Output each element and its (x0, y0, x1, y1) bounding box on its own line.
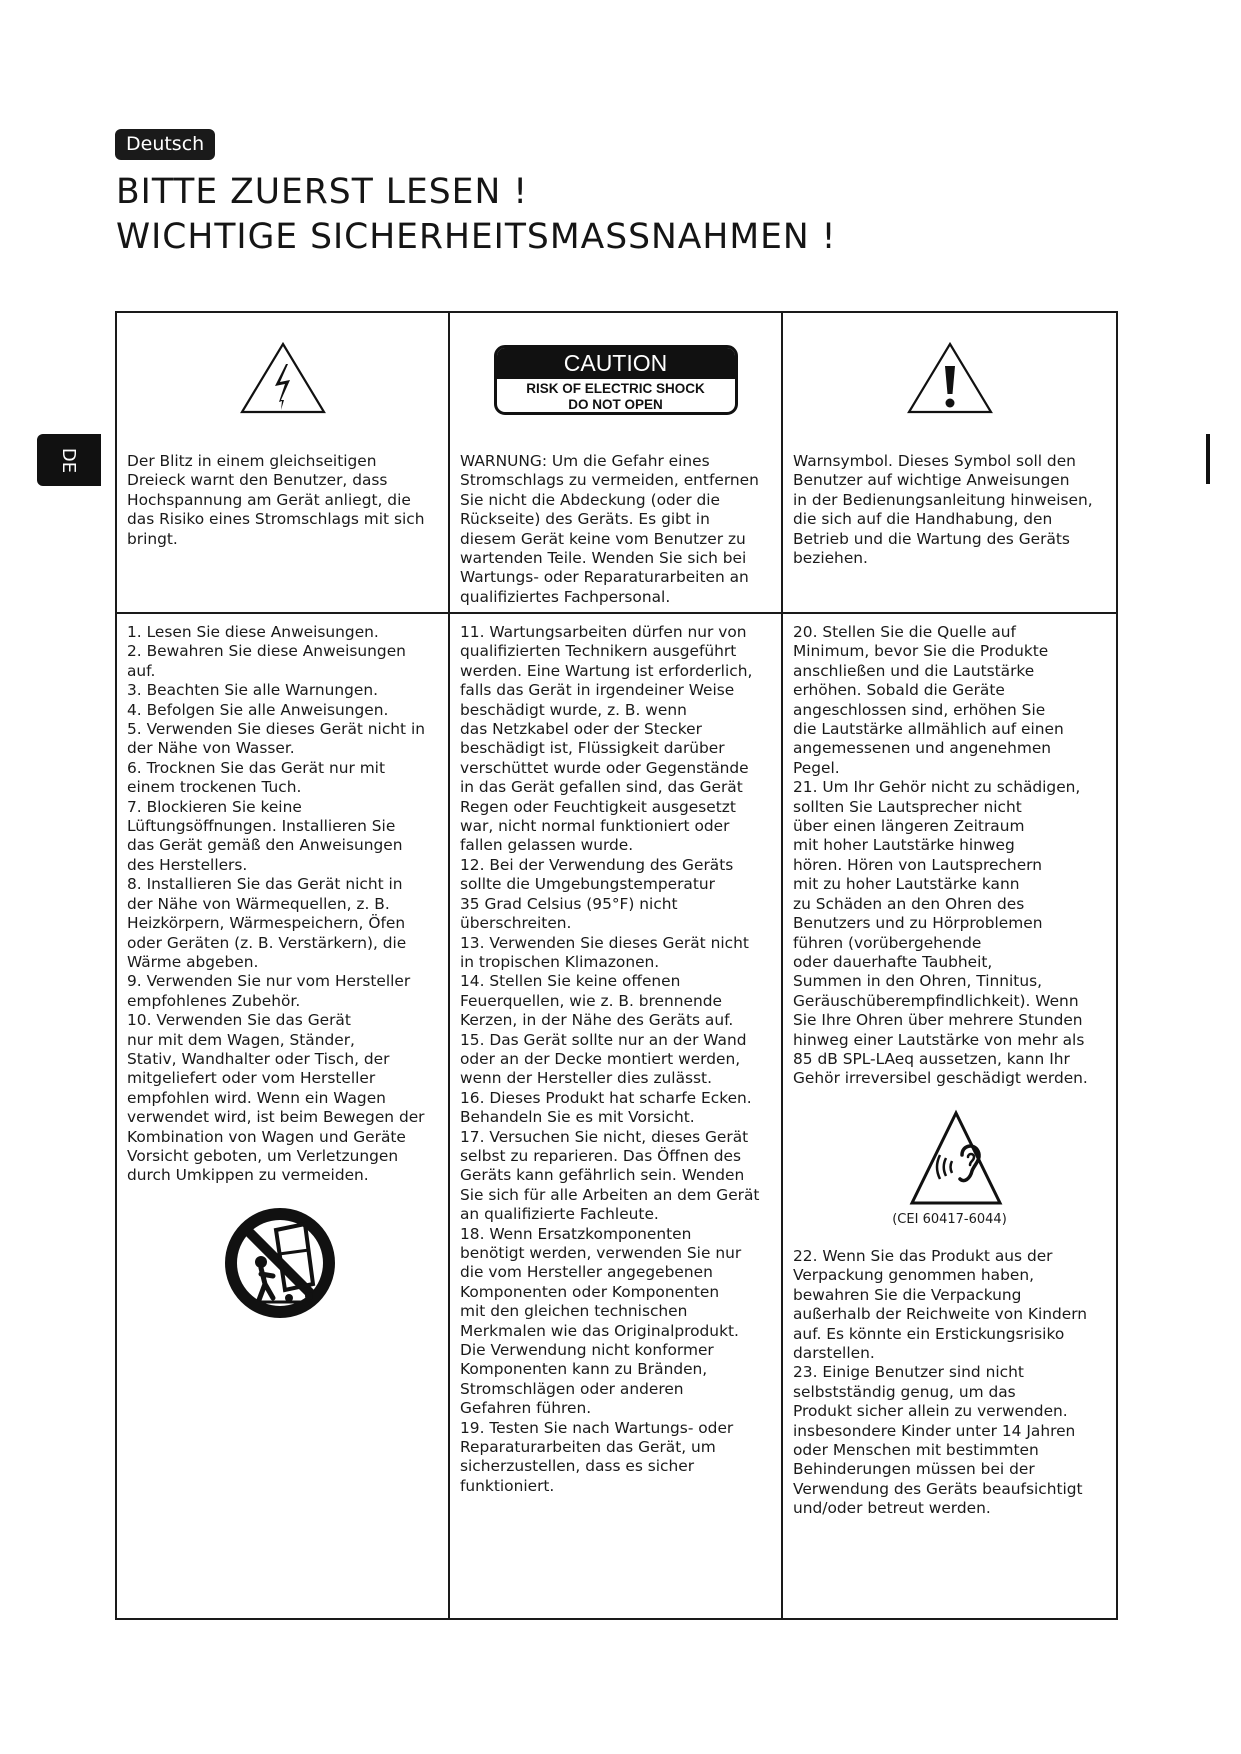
text-line: Pegel. (793, 758, 840, 777)
text-line: der Nähe von Wasser. (127, 739, 295, 758)
text-line: oder an der Decke montiert werden, (460, 1049, 741, 1068)
text-line: darstellen. (793, 1344, 875, 1363)
caution-label (494, 345, 738, 415)
text-line: Komponenten oder Komponenten (460, 1282, 720, 1301)
text-line: Wartungs- oder Reparaturarbeiten an (460, 568, 749, 587)
text-line: Geräts kann gefährlich sein. Wenden (460, 1166, 745, 1185)
text-line: 22. Wenn Sie das Produkt aus der (793, 1247, 1053, 1265)
caution-symbol-cell (450, 313, 783, 443)
text-line: 15. Das Gerät sollte nur an der Wand (460, 1030, 747, 1049)
text-line: Minimum, bevor Sie die Produkte (793, 642, 1049, 661)
text-line: Produkt sicher allein zu verwenden. (793, 1402, 1068, 1421)
text-line: Betrieb und die Wartung des Geräts (793, 529, 1070, 548)
text-line: des Herstellers. (127, 855, 248, 874)
text-line: fallen gelassen wurde. (460, 836, 634, 855)
text-line: anschließen und die Lautstärke (793, 661, 1035, 680)
text-line: 12. Bei der Verwendung des Geräts (460, 855, 734, 874)
text-line: angeschlossen sind, erhöhen Sie (793, 700, 1046, 719)
lightning-description (127, 452, 442, 549)
text-line: Lüftungsöffnungen. Installieren Sie (127, 817, 396, 836)
text-line: oder Menschen mit bestimmten (793, 1441, 1039, 1460)
text-line: die sich auf die Handhabung, den (793, 510, 1053, 529)
text-line: Kerzen, in der Nähe des Geräts auf. (460, 1011, 734, 1030)
text-line: mitgeliefert oder vom Hersteller (127, 1069, 376, 1088)
lightning-symbol-cell (117, 313, 450, 443)
text-line: Verwendung des Geräts beaufsichtigt (793, 1479, 1083, 1498)
instructions-20-21 (793, 623, 1110, 1089)
text-line: beschädigt wurde, z. B. wenn (460, 700, 687, 719)
text-line: Merkmalen wie das Originalprodukt. (460, 1321, 739, 1340)
text-line: 13. Verwenden Sie dieses Gerät nicht (460, 933, 749, 952)
text-line: Benutzer auf wichtige Anweisungen (793, 471, 1070, 490)
safety-table (115, 311, 1118, 1620)
hearing-damage-warning-icon (908, 1109, 1004, 1209)
instructions-22-23 (793, 1247, 1110, 1519)
text-line: beziehen. (793, 549, 868, 568)
text-line: sicherzustellen, dass es sicher (460, 1457, 695, 1476)
text-line: 3. Beachten Sie alle Warnungen. (127, 681, 379, 700)
text-line: qualifizierten Technikern ausgeführt (460, 642, 737, 661)
text-line: qualifiziertes Fachpersonal. (460, 587, 671, 606)
text-line: Gehör irreversibel geschädigt werden. (793, 1069, 1088, 1088)
caution-line-2: DO NOT OPEN (568, 397, 663, 412)
exclamation-description (793, 452, 1110, 568)
text-line: auf. (127, 661, 156, 680)
exclamation-symbol-cell (783, 313, 1116, 443)
exclamation-triangle-icon (905, 340, 995, 416)
exclamation-description-cell (783, 443, 1116, 614)
text-line: Die Verwendung nicht konformer (460, 1341, 714, 1360)
text-line: Verpackung genommen haben, (793, 1266, 1034, 1285)
text-line: war, nicht normal funktioniert oder (460, 817, 730, 836)
instructions-column-2 (450, 614, 783, 1618)
text-line: Summen in den Ohren, Tinnitus, (793, 972, 1042, 991)
text-line: Stromschlägen oder anderen (460, 1379, 684, 1398)
text-line: hören. Hören von Lautsprechern (793, 855, 1042, 874)
text-line: 1. Lesen Sie diese Anweisungen. (127, 623, 379, 641)
text-line: einem trockenen Tuch. (127, 778, 302, 797)
text-line: 10. Verwenden Sie das Gerät (127, 1011, 351, 1030)
text-line: Sie nicht die Abdeckung (oder die (460, 490, 720, 509)
text-line: wartenden Teile. Wenden Sie sich bei (460, 549, 747, 568)
language-side-tab (37, 434, 101, 486)
text-line: 7. Blockieren Sie keine (127, 797, 302, 816)
text-line: nur mit dem Wagen, Ständer, (127, 1030, 355, 1049)
text-line: Sie Ihre Ohren über mehrere Stunden (793, 1011, 1083, 1030)
caution-description-cell (450, 443, 783, 614)
text-line: Rückseite) des Geräts. Es gibt in (460, 510, 710, 529)
text-line: 19. Testen Sie nach Wartungs- oder (460, 1418, 734, 1437)
text-line: Warnsymbol. Dieses Symbol soll den (793, 452, 1076, 470)
text-line: WARNUNG: Um die Gefahr eines (460, 452, 710, 470)
text-line: 16. Dieses Produkt hat scharfe Ecken. (460, 1088, 752, 1107)
text-line: 35 Grad Celsius (95°F) nicht (460, 894, 678, 913)
text-line: Heizkörpern, Wärmespeichern, Öfen (127, 914, 406, 933)
text-line: erhöhen. Sobald die Geräte (793, 681, 1005, 700)
text-line: Der Blitz in einem gleichseitigen (127, 452, 377, 470)
text-line: 8. Installieren Sie das Gerät nicht in (127, 875, 403, 894)
text-line: diesem Gerät keine vom Benutzer zu (460, 529, 746, 548)
text-line: angemessenen und angenehmen (793, 739, 1052, 758)
title-line-2: WICHTIGE SICHERHEITSMASSNAHMEN ! (116, 217, 837, 257)
text-line: falls das Gerät in irgendeiner Weise (460, 681, 735, 700)
text-line: 21. Um Ihr Gehör nicht zu schädigen, (793, 778, 1081, 797)
text-line: und/oder betreut werden. (793, 1499, 991, 1518)
text-line: führen (vorübergehende (793, 933, 982, 952)
caution-description (460, 452, 775, 607)
text-line: das Netzkabel oder der Stecker (460, 720, 702, 739)
text-line: in tropischen Klimazonen. (460, 952, 660, 971)
text-line: 18. Wenn Ersatzkomponenten (460, 1224, 692, 1243)
text-line: Wärme abgeben. (127, 952, 259, 971)
text-line: hinweg einer Lautstärke von mehr als (793, 1030, 1085, 1049)
side-tab-label: DE (58, 447, 80, 473)
text-line: 9. Verwenden Sie nur vom Hersteller (127, 972, 411, 991)
text-line: Hochspannung am Gerät anliegt, die (127, 490, 411, 509)
text-line: Vorsicht geboten, um Verletzungen (127, 1146, 399, 1165)
text-line: die vom Hersteller angegebenen (460, 1263, 713, 1282)
caution-line-1: RISK OF ELECTRIC SHOCK (526, 381, 705, 396)
text-line: außerhalb der Reichweite von Kindern (793, 1305, 1088, 1324)
text-line: 85 dB SPL-LAeq aussetzen, kann Ihr (793, 1049, 1070, 1068)
instructions-column-3 (783, 614, 1116, 1618)
text-line: mit hoher Lautstärke hinweg (793, 836, 1015, 855)
text-line: Feuerquellen, wie z. B. brennende (460, 991, 722, 1010)
lightning-description-cell (117, 443, 450, 614)
text-line: insbesondere Kinder unter 14 Jahren (793, 1421, 1076, 1440)
text-line: verschüttet wurde oder Gegenstände (460, 758, 749, 777)
text-line: 14. Stellen Sie keine offenen (460, 972, 681, 991)
text-line: empfohlenes Zubehör. (127, 991, 301, 1010)
cart-tip-over-warning-icon (221, 1204, 339, 1322)
text-line: durch Umkippen zu vermeiden. (127, 1166, 369, 1185)
text-line: Stativ, Wandhalter oder Tisch, der (127, 1049, 390, 1068)
text-line: oder Geräten (z. B. Verstärkern), die (127, 933, 407, 952)
text-line: benötigt werden, verwenden Sie nur (460, 1244, 742, 1262)
text-line: das Risiko eines Stromschlags mit sich (127, 510, 425, 529)
edge-marker (1206, 434, 1210, 484)
text-line: auf. Es könnte ein Erstickungsrisiko (793, 1324, 1065, 1343)
text-line: 2. Bewahren Sie diese Anweisungen (127, 642, 406, 661)
text-line: 6. Trocknen Sie das Gerät nur mit (127, 758, 385, 777)
text-line: selbst zu reparieren. Das Öffnen des (460, 1146, 741, 1165)
text-line: die Lautstärke allmählich auf einen (793, 720, 1064, 739)
text-line: oder dauerhafte Taubheit, (793, 952, 993, 971)
text-line: mit zu hoher Lautstärke kann (793, 875, 1020, 894)
language-badge: Deutsch (115, 129, 215, 160)
hearing-symbol-caption: (CEI 60417-6044) (892, 1212, 1007, 1227)
text-line: 5. Verwenden Sie dieses Gerät nicht in (127, 720, 426, 739)
text-line: das Gerät gemäß den Anweisungen (127, 836, 403, 855)
text-line: Regen oder Feuchtigkeit ausgesetzt (460, 797, 736, 816)
text-line: verwendet wird, ist beim Bewegen der (127, 1108, 425, 1127)
text-line: Dreieck warnt den Benutzer, dass (127, 471, 388, 490)
text-line: der Nähe von Wärmequellen, z. B. (127, 894, 390, 913)
text-line: 17. Versuchen Sie nicht, dieses Gerät (460, 1127, 749, 1146)
text-line: Reparaturarbeiten das Gerät, um (460, 1438, 716, 1457)
text-line: selbstständig genug, um das (793, 1382, 1016, 1401)
text-line: über einen längeren Zeitraum (793, 817, 1025, 836)
text-line: Benutzers und zu Hörproblemen (793, 914, 1043, 933)
caution-title: CAUTION (497, 348, 735, 379)
text-line: bringt. (127, 529, 178, 548)
text-line: 11. Wartungsarbeiten dürfen nur von (460, 623, 747, 641)
text-line: Behinderungen müssen bei der (793, 1460, 1035, 1479)
text-line: Komponenten kann zu Bränden, (460, 1360, 708, 1379)
text-line: Behandeln Sie es mit Vorsicht. (460, 1108, 695, 1127)
text-line: sollten Sie Lautsprecher nicht (793, 797, 1022, 816)
page-title (116, 170, 837, 260)
title-line-1: BITTE ZUERST LESEN ! (116, 172, 529, 212)
instructions-column-1 (117, 614, 450, 1618)
text-line: mit den gleichen technischen (460, 1302, 688, 1321)
text-line: 4. Befolgen Sie alle Anweisungen. (127, 700, 389, 719)
text-line: empfohlen wird. Wenn ein Wagen (127, 1088, 386, 1107)
text-line: überschreiten. (460, 914, 572, 933)
text-line: zu Schäden an den Ohren des (793, 894, 1025, 913)
instructions-1-10 (127, 623, 442, 1186)
text-line: wenn der Hersteller dies zulässt. (460, 1069, 712, 1088)
text-line: Gefahren führen. (460, 1399, 592, 1418)
text-line: an qualifizierte Fachleute. (460, 1205, 659, 1224)
text-line: funktioniert. (460, 1476, 555, 1495)
text-line: 23. Einige Benutzer sind nicht (793, 1363, 1024, 1382)
lightning-triangle-icon (238, 340, 328, 416)
text-line: in das Gerät gefallen sind, das Gerät (460, 778, 743, 797)
text-line: Sie sich für alle Arbeiten an dem Gerät (460, 1185, 760, 1204)
instructions-11-19 (460, 623, 775, 1496)
text-line: beschädigt ist, Flüssigkeit darüber (460, 739, 725, 758)
text-line: sollte die Umgebungstemperatur (460, 875, 715, 894)
caution-subtitle (497, 379, 735, 413)
text-line: 20. Stellen Sie die Quelle auf (793, 623, 1016, 641)
text-line: werden. Eine Wartung ist erforderlich, (460, 661, 753, 680)
text-line: bewahren Sie die Verpackung (793, 1285, 1022, 1304)
text-line: Kombination von Wagen und Geräte (127, 1127, 406, 1146)
text-line: Stromschlags zu vermeiden, entfernen (460, 471, 759, 490)
text-line: Geräuschüberempfindlichkeit). Wenn (793, 991, 1079, 1010)
text-line: in der Bedienungsanleitung hinweisen, (793, 490, 1093, 509)
